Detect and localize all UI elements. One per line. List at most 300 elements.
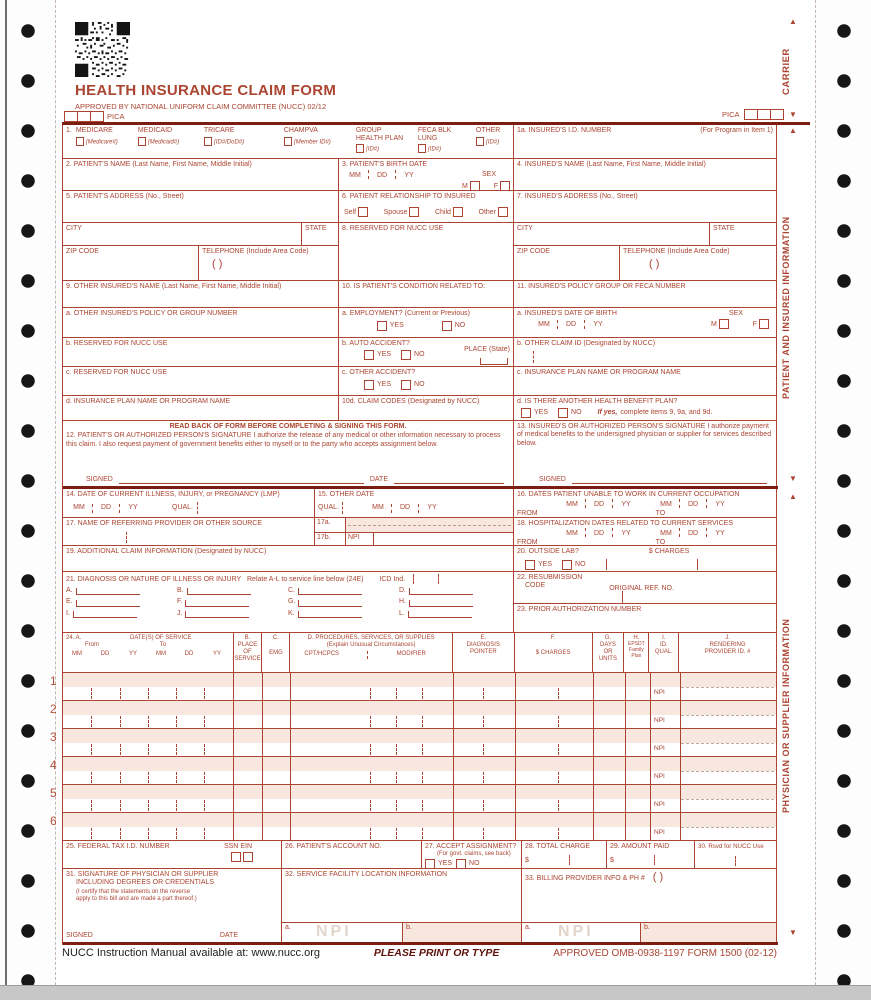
yes-label: YES (538, 560, 553, 568)
dx-field-b[interactable] (187, 588, 251, 595)
box33a-label: a. (525, 924, 531, 931)
box32-label: 32. SERVICE FACILITY LOCATION INFORMATION (285, 871, 448, 878)
col-g-line3: UNITS (598, 656, 617, 663)
box23-label: 23. PRIOR AUTHORIZATION NUMBER (517, 606, 642, 613)
box11-policy-group[interactable] (513, 281, 776, 307)
box31-label1: 31. SIGNATURE OF PHYSICIAN OR SUPPLIER (66, 871, 219, 878)
box13-label: 13. INSURED'S OR AUTHORIZED PERSON'S SIGNATURE (517, 423, 706, 430)
another-plan-yes-checkbox[interactable] (521, 408, 531, 418)
carrier-arrow-up-icon: ▲ (789, 17, 797, 26)
box3-birth-date-sex[interactable] (338, 159, 513, 190)
box27-accept-assignment (421, 841, 521, 868)
col-d-title: D. PROCEDURES, SERVICES, OR SUPPLIES (307, 635, 435, 641)
box14-label: 14. DATE OF CURRENT ILLNESS, INJURY, or PREGNANCY (LMP) (66, 491, 280, 498)
payer-option-sub: (Member ID#) (293, 139, 331, 146)
box33-billing-field[interactable] (522, 869, 776, 922)
box22-resubmission[interactable] (514, 572, 776, 603)
service-line-row[interactable] (50, 756, 776, 784)
insured-city[interactable] (514, 223, 709, 245)
dx-letter: I. (66, 609, 70, 617)
box2-patient-name[interactable] (63, 159, 338, 190)
box17b-npi-field[interactable] (373, 533, 513, 545)
ein-label: EIN (240, 843, 252, 850)
yy-label: YY (212, 651, 221, 658)
mm-label: MM (72, 651, 82, 658)
box32-facility-field[interactable] (282, 869, 521, 922)
box11d-note-bold: If yes, (597, 409, 618, 417)
npi-label: NPI (654, 689, 665, 696)
payer-option-sub: (Medicare#) (85, 139, 118, 146)
qr-code (75, 22, 130, 77)
mm-label: MM (660, 500, 672, 508)
insured-sex-female-checkbox[interactable] (759, 319, 769, 329)
paper-edge (5, 0, 7, 986)
box17b-npi-label-cell (345, 533, 373, 545)
scan-edge-band (0, 985, 871, 1000)
payer-option-feca (418, 127, 476, 156)
box16-unable-to-work (513, 489, 776, 517)
service-line-row[interactable] (50, 812, 776, 840)
no-label: NO (469, 860, 480, 868)
another-plan-no-checkbox[interactable] (558, 408, 568, 418)
dd-label: DD (593, 529, 605, 537)
city-label: CITY (517, 225, 533, 232)
box26-label: 26. PATIENT'S ACCOUNT NO. (285, 843, 382, 850)
box27-label: 27. ACCEPT ASSIGNMENT? (425, 843, 517, 850)
state-label: STATE (713, 225, 735, 232)
box25-label: 25. FEDERAL TAX I.D. NUMBER (66, 843, 170, 850)
payer-option-champva (284, 127, 356, 156)
dx-letter: G. (288, 598, 296, 606)
payer-option-label: CHAMPVA (283, 127, 318, 134)
signed-label: SIGNED (539, 475, 566, 483)
yes-label: YES (438, 860, 453, 868)
other-payer-checkbox[interactable] (476, 137, 484, 146)
box10c-other-accident (338, 367, 513, 395)
dx-letter: C. (288, 587, 295, 595)
service-row-number: 2 (50, 702, 57, 716)
payer-option-label: MEDICARE (75, 127, 113, 134)
box32a-npi-field[interactable] (282, 923, 402, 942)
box14-current-illness-date (63, 489, 314, 517)
margin-patient-insured-label: PATIENT AND INSURED INFORMATION (781, 216, 791, 400)
other-accident-yes-checkbox[interactable] (364, 380, 374, 390)
yes-label: YES (534, 409, 549, 417)
insured-phone[interactable] (619, 246, 776, 280)
self-label: Self (344, 209, 357, 217)
box17a-label: 17a. (317, 519, 331, 526)
patient-section-arrow-up-icon: ▲ (789, 126, 797, 135)
outside-lab-yes-checkbox[interactable] (525, 560, 535, 570)
pica-right (718, 109, 783, 120)
box11d-note: complete items 9, 9a, and 9d. (620, 409, 713, 417)
rel-other-checkbox[interactable] (498, 207, 508, 217)
box21-diagnosis (63, 572, 513, 632)
dd-label: DD (100, 504, 112, 512)
service-row-number: 4 (50, 758, 57, 772)
dx-letter: B. (177, 587, 184, 595)
dx-field-i[interactable] (73, 611, 137, 618)
payer-option-label: MEDICAID (137, 127, 173, 134)
box25-federal-tax-id[interactable] (63, 841, 281, 868)
col-e-line2: POINTER (469, 649, 497, 656)
box31-label2: INCLUDING DEGREES OR CREDENTIALS (76, 879, 215, 887)
signed-label: SIGNED (66, 931, 93, 939)
insured-state[interactable] (709, 223, 776, 245)
box11c-label: c. INSURANCE PLAN NAME OR PROGRAM NAME (517, 369, 681, 376)
rel-child-checkbox[interactable] (453, 207, 463, 217)
box19-label: 19. ADDITIONAL CLAIM INFORMATION (Designated by NUCC) (66, 548, 267, 555)
icd-ind-label: ICD Ind. (379, 575, 406, 583)
signature-date-field[interactable] (394, 475, 504, 484)
dx-field-c[interactable] (298, 588, 362, 595)
right-pinfeed-strip (815, 0, 871, 1000)
patient-state[interactable] (301, 223, 338, 245)
mm-label: MM (660, 529, 672, 537)
no-label: NO (575, 560, 586, 568)
separator-mid (63, 486, 778, 489)
box22-ref-label: ORIGINAL REF. NO. (609, 585, 674, 593)
mm-label: MM (156, 651, 166, 658)
yes-label: YES (377, 381, 392, 389)
box29-label: 29. AMOUNT PAID (610, 843, 670, 850)
col-d-cpt: CPT/HCPCS (304, 651, 340, 658)
box8-reserved (338, 223, 513, 280)
separator-top (62, 122, 810, 125)
separator-bottom (63, 942, 778, 945)
box11a-label: a. INSURED'S DATE OF BIRTH (517, 310, 617, 317)
margin-carrier-label: CARRIER (781, 48, 792, 96)
pica-checkbox[interactable] (77, 111, 91, 122)
box1a-label: 1a. INSURED'S I.D. NUMBER (517, 127, 612, 134)
box32-service-facility (281, 869, 521, 942)
auto-accident-no-checkbox[interactable] (401, 350, 411, 360)
box11c-plan-name[interactable] (513, 367, 776, 395)
box9a-label: a. OTHER INSURED'S POLICY OR GROUP NUMBER (66, 310, 238, 317)
col-e-line1: DIAGNOSIS (466, 642, 500, 649)
box7-insured-address[interactable] (513, 191, 776, 222)
col-a-from: From (85, 642, 99, 649)
patient-phone[interactable] (198, 246, 338, 280)
patient-section-arrow-down-icon: ▼ (789, 474, 797, 483)
box10d-label: 10d. CLAIM CODES (Designated by NUCC) (342, 398, 480, 405)
box8-label: 8. RESERVED FOR NUCC USE (342, 225, 444, 232)
box10d-claim-codes[interactable] (338, 396, 513, 420)
medicare-checkbox[interactable] (76, 137, 84, 146)
form-subtitle: APPROVED BY NATIONAL UNIFORM CLAIM COMMITTEE (NUCC) 02/12 (75, 102, 327, 111)
box33a-npi-field[interactable] (522, 923, 640, 942)
employment-yes-checkbox[interactable] (377, 321, 387, 331)
box11a-insured-birth (513, 308, 776, 337)
rel-spouse-checkbox[interactable] (409, 207, 419, 217)
male-label: M (710, 321, 717, 329)
box21-label: 21. DIAGNOSIS OR NATURE OF ILLNESS OR INJURY (66, 575, 242, 583)
col-g-letter: G. (604, 635, 612, 641)
auto-accident-yes-checkbox[interactable] (364, 350, 374, 360)
box5-label: 5. PATIENT'S ADDRESS (No., Street) (66, 193, 184, 200)
box28-total-charge[interactable] (521, 841, 606, 868)
sex-label: SEX (728, 310, 743, 317)
box17a-field[interactable] (345, 518, 513, 532)
phone-paren: ( ) (652, 871, 664, 883)
payer-option-label: TRICARE (203, 127, 235, 134)
box20-outside-lab (513, 546, 776, 571)
service-line-row[interactable] (50, 700, 776, 728)
sex-label: SEX (481, 170, 496, 178)
payer-option-sub: (ID#) (427, 145, 442, 152)
yy-label: YY (128, 504, 138, 512)
box18-label: 18. HOSPITALIZATION DATES RELATED TO CURRENT SERVICES (517, 520, 734, 527)
phone-label: TELEPHONE (Include Area Code) (202, 248, 309, 255)
zip-label: ZIP CODE (517, 248, 550, 255)
payer-option-medicaid (138, 127, 204, 156)
dx-field-f[interactable] (185, 600, 249, 607)
box32b-label: b. (406, 924, 412, 931)
date-label: DATE (369, 475, 388, 483)
box16-label: 16. DATES PATIENT UNABLE TO WORK IN CURRENT OCCUPATION (517, 491, 740, 498)
service-line-row[interactable] (50, 784, 776, 812)
npi-watermark: NPI (558, 923, 594, 940)
col-j-line2: PROVIDER ID. # (704, 649, 751, 656)
box27-note: (For govt. claims, see back) (437, 851, 511, 858)
box33b-label: b. (644, 924, 650, 931)
box32b-field[interactable] (402, 923, 521, 942)
phone-paren: ( ) (212, 258, 223, 271)
npi-label: NPI (348, 534, 360, 541)
yy-label: YY (427, 504, 437, 512)
insured-zip[interactable] (514, 246, 619, 280)
employment-no-checkbox[interactable] (442, 321, 452, 331)
col-a-to: To (159, 642, 167, 649)
rel-self-checkbox[interactable] (358, 207, 368, 217)
col-e-letter: E. (480, 635, 487, 641)
box30-reserved (694, 841, 776, 868)
box4-insured-name[interactable] (513, 159, 776, 190)
footer-omb-approval: APPROVED OMB-0938-1197 FORM 1500 (02-12) (553, 948, 777, 959)
from-label: FROM (517, 509, 538, 517)
insured-sex-male-checkbox[interactable] (719, 319, 729, 329)
box4-label: 4. INSURED'S NAME (Last Name, First Name, Middle Initial) (517, 161, 706, 168)
dd-label: DD (376, 171, 388, 179)
service-line-row[interactable] (50, 672, 776, 700)
sex-female-checkbox[interactable] (500, 181, 510, 190)
pica-label: PICA (722, 110, 740, 119)
dd-label: DD (399, 504, 411, 512)
col-h-line2: Family (629, 646, 644, 653)
from-label: FROM (517, 538, 538, 545)
box10a-employment (338, 308, 513, 337)
box6-label: 6. PATIENT RELATIONSHIP TO INSURED (342, 193, 476, 200)
pica-checkbox[interactable] (90, 111, 104, 122)
dx-field-d[interactable] (409, 588, 473, 595)
box28-label: 28. TOTAL CHARGE (525, 843, 591, 850)
sex-male-checkbox[interactable] (470, 181, 480, 190)
dx-field-g[interactable] (298, 600, 362, 607)
box1-number: 1. (66, 127, 72, 134)
other-accident-no-checkbox[interactable] (401, 380, 411, 390)
tricare-checkbox[interactable] (204, 137, 212, 146)
col-f-letter: F. (550, 635, 556, 641)
yy-label: YY (621, 529, 631, 537)
box26-patient-account[interactable] (281, 841, 421, 868)
service-line-row[interactable] (50, 728, 776, 756)
box9a-policy-number[interactable] (63, 308, 338, 337)
payer-option-label: GROUP HEALTH PLAN (355, 127, 404, 143)
payer-option-sub: (ID#) (365, 145, 380, 152)
assignment-yes-checkbox[interactable] (425, 859, 435, 868)
box17-label: 17. NAME OF REFERRING PROVIDER OR OTHER SOURCE (66, 520, 263, 527)
city-label: CITY (66, 225, 82, 232)
box6-relationship (338, 191, 513, 222)
no-label: NO (414, 351, 425, 359)
child-label: Child (434, 209, 451, 217)
dx-letter: A. (66, 587, 73, 595)
signature-field[interactable] (119, 475, 364, 484)
box10c-label: c. OTHER ACCIDENT? (342, 369, 416, 376)
dx-field-l[interactable] (408, 611, 472, 618)
patient-city[interactable] (63, 223, 301, 245)
patient-zip[interactable] (63, 246, 198, 280)
box9b-label: b. RESERVED FOR NUCC USE (66, 340, 168, 347)
box10-label: 10. IS PATIENT'S CONDITION RELATED TO: (342, 283, 486, 290)
npi-label: NPI (654, 829, 665, 836)
place-state-field[interactable] (480, 358, 508, 365)
col-b-line1: PLACE OF (237, 642, 258, 656)
box33b-field[interactable] (640, 923, 776, 942)
dx-field-h[interactable] (409, 600, 473, 607)
box10b-label: b. AUTO ACCIDENT? (342, 340, 410, 347)
box9d-plan-name[interactable] (63, 396, 338, 420)
no-label: NO (414, 381, 425, 389)
box31-physician-signature (63, 869, 281, 942)
form-footer (62, 947, 777, 959)
yy-label: YY (404, 171, 414, 179)
pica-label: PICA (107, 112, 125, 121)
female-label: F (493, 182, 499, 190)
dx-field-j[interactable] (185, 611, 249, 618)
group-health-checkbox[interactable] (356, 144, 364, 153)
yes-label: YES (377, 351, 392, 359)
col-g-line1: DAYS (600, 642, 616, 649)
box12-patient-signature (63, 421, 513, 486)
pica-checkbox[interactable] (64, 111, 78, 122)
footer-print-or-type: PLEASE PRINT OR TYPE (373, 947, 500, 959)
npi-watermark: NPI (316, 923, 352, 940)
col-b-letter: B. (244, 635, 251, 641)
carrier-arrow-down-icon: ▼ (789, 110, 797, 119)
qual-label: QUAL. (172, 504, 194, 512)
assignment-no-checkbox[interactable] (456, 859, 466, 868)
medicaid-checkbox[interactable] (138, 137, 146, 146)
service-row-number: 6 (50, 814, 57, 828)
col-h-line3: Plan (631, 652, 642, 659)
col-c-letter: C. (272, 635, 279, 641)
npi-label: NPI (654, 801, 665, 808)
box9-label: 9. OTHER INSURED'S NAME (Last Name, First Name, Middle Initial) (66, 283, 282, 290)
box20-label: 20. OUTSIDE LAB? (517, 548, 579, 555)
box17b-label: 17b. (317, 534, 331, 541)
dd-label: DD (687, 529, 699, 537)
feca-checkbox[interactable] (418, 144, 426, 153)
box11-label: 11. INSURED'S POLICY GROUP OR FECA NUMBER (517, 283, 686, 290)
box21-note: Relate A-L to service line below (24E) (247, 575, 364, 583)
no-label: NO (571, 409, 582, 417)
ssn-checkbox[interactable] (231, 852, 241, 862)
col-g-line2: OR (603, 649, 613, 656)
dd-label: DD (687, 500, 699, 508)
dx-letter: K. (288, 609, 295, 617)
box19-additional-claim-info[interactable] (63, 546, 513, 571)
col-j-line1: RENDERING (709, 642, 746, 649)
box31-note2: apply to this bill and are made a part thereof.) (76, 895, 197, 902)
box17b-label-cell (315, 533, 345, 545)
male-label: M (461, 182, 468, 190)
dx-letter: D. (399, 587, 406, 595)
zip-label: ZIP CODE (66, 248, 99, 255)
yy-label: YY (593, 320, 603, 328)
ssn-label: SSN (223, 843, 239, 850)
box30-label: 30. Rsvd for NUCC Use (698, 843, 764, 850)
champva-checkbox[interactable] (284, 137, 292, 146)
physician-section-arrow-down-icon: ▼ (789, 928, 797, 937)
box22-code-label: CODE (525, 582, 546, 590)
col-c-label: EMG (269, 650, 283, 657)
ein-checkbox[interactable] (243, 852, 253, 862)
box3-label: 3. PATIENT'S BIRTH DATE (342, 161, 428, 168)
col-d-subtitle: (Explain Unusual Circumstances) (326, 642, 416, 649)
place-state-label: PLACE (State) (464, 346, 510, 353)
dx-field-k[interactable] (298, 611, 362, 618)
yy-label: YY (715, 500, 725, 508)
npi-label: NPI (654, 773, 665, 780)
box11b-other-claim-id[interactable] (513, 338, 776, 366)
dx-field-a[interactable] (76, 588, 140, 595)
physician-section-arrow-up-icon: ▲ (789, 492, 797, 501)
dx-field-e[interactable] (76, 600, 140, 607)
yy-label: YY (128, 651, 137, 658)
box12-text: I authorize the release of any medical or other information necessary to process this claim. I also request payment of government benefits either to myself or to the party who accepts assignment below. (66, 432, 501, 448)
dollar-sign: $ (610, 857, 614, 865)
no-label: NO (454, 322, 466, 330)
insured-signature-field[interactable] (572, 475, 767, 484)
box23-prior-auth[interactable] (514, 603, 776, 632)
col-d-modifier: MODIFIER (396, 651, 426, 658)
npi-label: NPI (654, 745, 665, 752)
qual-label: QUAL. (318, 504, 340, 512)
service-row-number: 1 (50, 674, 57, 688)
spouse-label: Spouse (383, 209, 408, 217)
col-h-letter: H. (633, 635, 640, 641)
box1a-insured-id[interactable] (513, 125, 776, 158)
box9-other-insured-name[interactable] (63, 281, 338, 307)
box17-referring-provider[interactable] (63, 518, 314, 545)
box17a-label-cell (315, 518, 345, 532)
col-h-line1: EPSDT (628, 641, 645, 648)
col-i-letter: I. (662, 635, 666, 641)
rel-other-label: Other (478, 209, 497, 217)
payer-option-sub: (Medicaid#) (147, 139, 180, 146)
payer-option-group-health (356, 127, 418, 156)
box1-payer-type (63, 125, 513, 158)
signed-label: SIGNED (86, 475, 113, 483)
box29-amount-paid[interactable] (606, 841, 694, 868)
box5-patient-address[interactable] (63, 191, 338, 222)
outside-lab-no-checkbox[interactable] (562, 560, 572, 570)
margin-physician-supplier-label: PHYSICIAN OR SUPPLIER INFORMATION (781, 618, 791, 814)
to-label: TO (655, 509, 666, 517)
pica-checkbox[interactable] (757, 109, 771, 120)
pica-checkbox[interactable] (744, 109, 758, 120)
